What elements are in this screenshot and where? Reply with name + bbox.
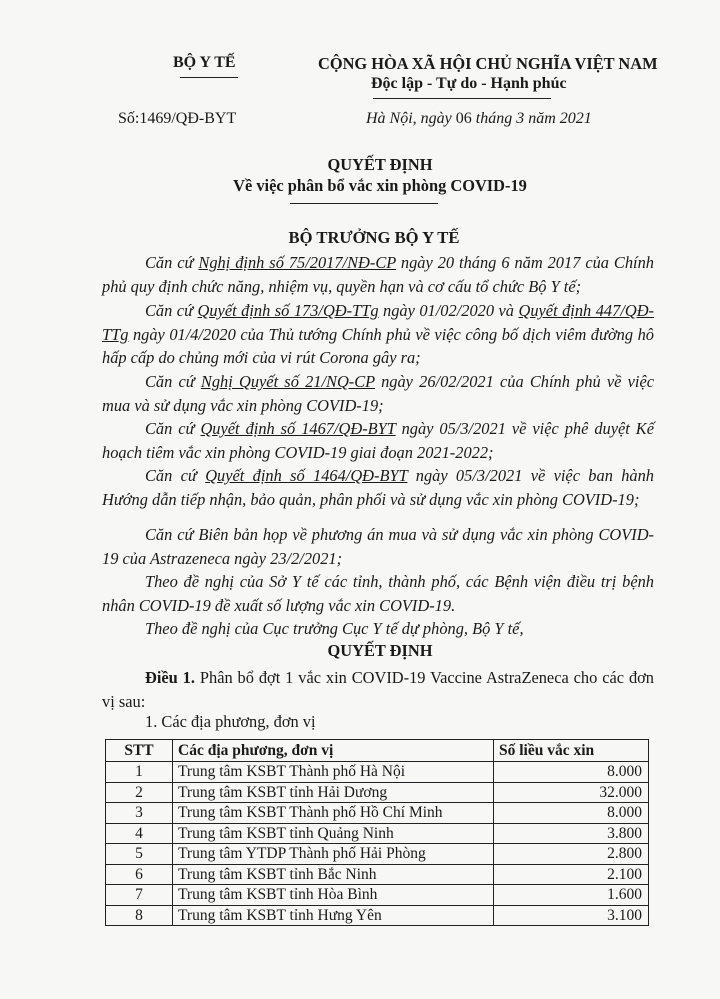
row-stt: 8 xyxy=(106,905,173,926)
table-row xyxy=(106,823,649,844)
section-1-heading: 1. Các địa phương, đơn vị xyxy=(145,712,316,731)
preamble-decision-1464: Căn cứ Quyết định số 1464/QĐ-BYT ngày 05/3/2021 về việc ban hành Hướng dẫn tiếp nhận, bảo quản, phân phối và sử dụng vắc xin phòng COVID-19; xyxy=(102,466,654,509)
table-row xyxy=(106,762,649,783)
row-stt: 6 xyxy=(106,864,173,885)
row-stt: 1 xyxy=(106,762,173,783)
article-1-label: Điều 1. xyxy=(145,668,195,687)
row-unit: Trung tâm KSBT tỉnh Quảng Ninh xyxy=(173,823,494,844)
document-number xyxy=(118,110,236,128)
row-unit: Trung tâm KSBT tỉnh Bắc Ninh xyxy=(173,864,494,885)
place-date-day: 06 xyxy=(455,110,472,127)
place-date xyxy=(366,110,592,128)
table-row xyxy=(106,905,649,926)
table-row xyxy=(106,885,649,906)
number-label: Số: xyxy=(118,110,140,127)
motto-underline xyxy=(373,98,551,99)
column-header-unit: Các địa phương, đơn vị xyxy=(173,740,494,762)
decision-heading: QUYẾT ĐỊNH xyxy=(327,641,433,660)
row-stt: 2 xyxy=(106,782,173,803)
preamble-resolution-21: Căn cứ Nghị Quyết số 21/NQ-CP ngày 26/02/2021 của Chính phủ về việc mua và sử dụng vắc xin phòng COVID-19; xyxy=(102,372,655,415)
place-date-suffix: tháng 3 năm 2021 xyxy=(471,110,592,127)
article-1 xyxy=(102,666,654,713)
table-row xyxy=(106,864,649,885)
row-doses: 32.000 xyxy=(494,782,649,803)
row-stt: 5 xyxy=(106,844,173,865)
preamble-decision-173-447: Căn cứ Quyết định số 173/QĐ-TTg ngày 01/02/2020 và Quyết định 447/QĐ-TTg ngày 01/4/2020 của Thủ tướng Chính phủ về việc công bố dịch viêm đường hô hấp cấp do chủng mới của vi rút Corona gây ra; xyxy=(102,301,655,367)
ministry-name: BỘ Y TẾ xyxy=(173,54,236,71)
preamble-decree-75: Căn cứ Nghị định số 75/2017/NĐ-CP ngày 20 tháng 6 năm 2017 của Chính phủ quy định chức năng, nhiệm vụ, quyền hạn và cơ cấu tổ chức Bộ Y tế; xyxy=(102,253,655,296)
vaccine-allocation-table xyxy=(105,739,649,926)
preamble-provincial-request: Theo đề nghị của Sở Y tế các tỉnh, thành phố, các Bệnh viện điều trị bệnh nhân COVID-19 đề xuất số lượng vắc xin COVID-19. xyxy=(102,572,654,615)
row-doses: 2.100 xyxy=(494,864,649,885)
row-unit: Trung tâm KSBT tỉnh Hưng Yên xyxy=(173,905,494,926)
ministry-underline xyxy=(180,77,238,78)
article-1-text: Phân bổ đợt 1 vắc xin COVID-19 Vaccine AstraZeneca cho các đơn vị sau: xyxy=(102,668,654,711)
row-doses: 2.800 xyxy=(494,844,649,865)
title-underline xyxy=(290,203,438,204)
row-stt: 4 xyxy=(106,823,173,844)
table-row xyxy=(106,782,649,803)
column-header-doses: Số liều vắc xin xyxy=(494,740,649,762)
place-date-prefix: Hà Nội, ngày xyxy=(366,110,456,127)
row-doses: 8.000 xyxy=(494,762,649,783)
preamble-decision-1467: Căn cứ Quyết định số 1467/QĐ-BYT ngày 05/3/2021 về việc phê duyệt Kế hoạch tiêm vắc xin phòng COVID-19 giai đoạn 2021-2022; xyxy=(102,419,654,462)
row-stt: 7 xyxy=(106,885,173,906)
national-motto: Độc lập - Tự do - Hạnh phúc xyxy=(371,75,567,92)
number-value: 1469/QĐ-BYT xyxy=(139,110,237,127)
document-title: QUYẾT ĐỊNH xyxy=(327,155,433,174)
row-stt: 3 xyxy=(106,803,173,824)
row-unit: Trung tâm YTDP Thành phố Hải Phòng xyxy=(173,844,494,865)
row-doses: 3.800 xyxy=(494,823,649,844)
table-header-row xyxy=(106,740,649,762)
document-subject: Về việc phân bổ vắc xin phòng COVID-19 xyxy=(233,176,527,195)
table-row xyxy=(106,844,649,865)
row-unit: Trung tâm KSBT Thành phố Hồ Chí Minh xyxy=(173,803,494,824)
row-doses: 1.600 xyxy=(494,885,649,906)
row-unit: Trung tâm KSBT tỉnh Hải Dương xyxy=(173,782,494,803)
row-unit: Trung tâm KSBT tỉnh Hòa Bình xyxy=(173,885,494,906)
country-name: CỘNG HÒA XÃ HỘI CHỦ NGHĨA VIỆT NAM xyxy=(318,54,658,73)
row-unit: Trung tâm KSBT Thành phố Hà Nội xyxy=(173,762,494,783)
preamble-meeting-minutes: Căn cứ Biên bản họp về phương án mua và sử dụng vắc xin phòng COVID-19 của Astrazeneca ngày 23/2/2021; xyxy=(102,525,654,568)
preamble-department-request: Theo đề nghị của Cục trưởng Cục Y tế dự phòng, Bộ Y tế, xyxy=(145,619,524,638)
row-doses: 8.000 xyxy=(494,803,649,824)
row-doses: 3.100 xyxy=(494,905,649,926)
issuing-authority: BỘ TRƯỞNG BỘ Y TẾ xyxy=(288,228,460,247)
column-header-stt: STT xyxy=(106,740,173,762)
table-row xyxy=(106,803,649,824)
